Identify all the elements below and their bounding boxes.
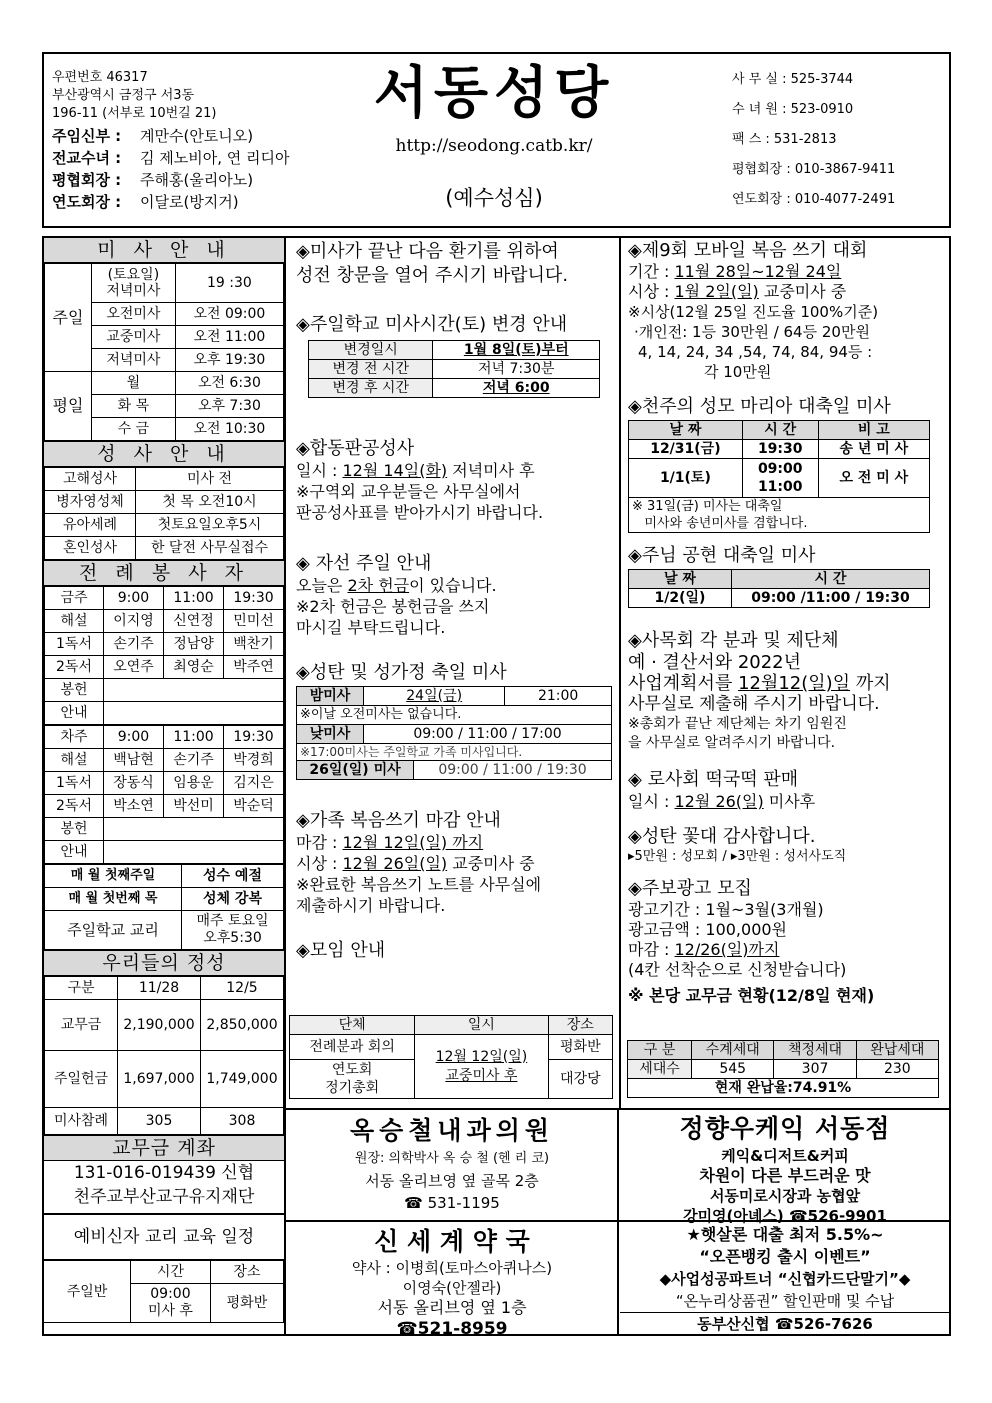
dues-head: 완납세대 [856,1041,938,1060]
office-phone: 사 무 실 : 525-3744 [732,72,854,87]
pharmacy-ad [288,1226,616,1340]
meeting-date: 12월 12일(일) 교중미사 후 [415,1035,548,1099]
ad-title: ◈주보광고 모집 [628,878,752,899]
funeral-date: 12월 14일(화) [342,461,448,480]
mary-cell: 오 전 미 사 [818,459,929,498]
bank-line-3: ◆사업성공파트너 “신협카드단말기”◆ [659,1270,911,1288]
school-mass-title: ◈주일학교 미사시간(토) 변경 안내 [296,314,568,335]
ads-divider-v [617,1108,619,1336]
pastoral-note-2: 을 사무실로 알려주시기 바랍니다. [628,735,836,751]
server-name: 9:00 [104,587,164,610]
pres-value: 주해홍(울리아노) [140,171,254,189]
cake-ad [620,1112,950,1226]
meeting-head: 단체 [290,1016,415,1035]
ad-period: 광고기간 : 1월~3월(3개월) [628,900,824,919]
cake-phone: 강미영(아녜스) ☎526-9901 [683,1207,887,1225]
cake-line-1: 케익&디저트&커피 [721,1147,849,1165]
pastoral-note-1: ※총회가 끝난 제단체는 차기 임원진 [628,716,847,732]
server-name [104,702,284,725]
catechumen-place-head: 장소 [210,1261,283,1284]
dues-cell: 세대수 [628,1060,692,1079]
pres-label: 평협회장 : [52,171,122,189]
server-role: 금주 [45,587,104,610]
dues-cell: 545 [692,1060,774,1079]
xmas-note-1: ※이날 오전미사는 없습니다. [297,706,612,725]
clinic-title: 옥승철내과의원 [349,1116,555,1145]
pastoral-title: ◈사목회 각 분과 및 제단체 [628,630,839,651]
pharmacy-phone: ☎521-8959 [396,1319,508,1339]
charity-text-end: 이 있습니다. [409,576,497,595]
gospel-note-1: ※완료한 복음쓰기 노트를 사무실에 [296,875,542,894]
mary-cell: 19:30 [742,440,818,459]
mary-head: 날 짜 [629,421,743,440]
gospel-award-date: 12월 26일(일) [342,854,448,873]
gospel-award-time: 교중미사 중 [447,854,535,873]
mary-cell: 12/31(금) [629,440,743,459]
server-name: 신연정 [164,610,224,633]
server-name: 박주연 [224,656,284,679]
server-role: 해설 [45,749,104,772]
account-title: 교무금 계좌 [44,1135,284,1161]
dues-title: ※ 본당 교무금 현황(12/8일 현재) [628,986,875,1005]
mass-time: 19 :30 [175,264,283,303]
mass-name: 수 금 [92,418,176,441]
server-name: 박순덕 [224,795,284,818]
epiphany-title: ◈주님 공현 대축일 미사 [628,545,816,566]
pharmacy-line-3: 서동 올리브영 옆 1층 [377,1298,527,1317]
dues-table [627,1040,939,1098]
ad-deadline: 12/26(일)까지 [674,940,780,959]
funeral-note-1: ※구역외 교우분들은 사무실에서 [296,482,521,501]
meeting-group: 전례분과 회의 [290,1035,415,1060]
rosary-label: 일시 : [628,792,675,811]
server-role: 차주 [45,726,104,749]
gospel-deadline: 12월 12일(일) 까지 [342,833,484,852]
gospel-deadline-label: 마감 : [296,833,343,852]
monthly-1-label: 매 월 첫째주일 [45,865,182,888]
offering-head: 구분 [45,977,118,1000]
subtitle: (예수성심) [445,186,543,210]
weekday-label: 평일 [45,372,92,441]
server-role: 1독서 [45,772,104,795]
mobile-note-1: ※시상(12월 25일 진도율 100%기준) [628,303,879,321]
flower-donors: ▸5만원 : 성모회 / ▸3만원 : 성서사도직 [628,849,847,864]
server-role: 봉헌 [45,679,104,702]
mary-cell: 09:00 11:00 [742,459,818,498]
school-value: 매주 토요일 오후5:30 [182,911,284,950]
gospel-note-2: 제출하시기 바랍니다. [296,896,446,915]
xmas-night-label: 밤미사 [297,687,364,706]
dues-cell: 307 [774,1060,856,1079]
pharmacy-line-2: 이영숙(안젤라) [402,1279,502,1297]
mass-section [44,238,284,1323]
mass-name: 교중미사 [92,326,176,349]
nuns-phone: 수 녀 원 : 523-0910 [732,102,854,117]
bank-line-2: “오픈뱅킹 출시 이벤트” [699,1247,871,1266]
offering-cell: 2,850,000 [201,1000,284,1051]
mobile-award-label: 시상 : [628,282,675,301]
server-name: 11:00 [164,726,224,749]
meeting-place: 평화반 [548,1035,612,1060]
server-name: 박경희 [224,749,284,772]
monthly-2-value: 성체 강복 [182,888,284,911]
bank-line-1: ★햇살론 대출 최저 5.5%~ [686,1225,884,1244]
epiphany-head: 날 짜 [629,570,732,589]
mobile-period: 11월 28일~12월 24일 [674,262,842,281]
charity-highlight: 2차 헌금 [347,576,410,595]
offering-row-label: 미사참례 [45,1108,118,1135]
xmas-note-2: ※17:00미사는 주일학교 가족 미사입니다. [297,744,612,761]
pastor-label: 주임신부 : [52,127,122,145]
server-role: 안내 [45,702,104,725]
funeral-title: ◈합동판공성사 [296,438,415,459]
xmas-day-time: 09:00 / 11:00 / 17:00 [364,725,612,744]
address-2: 196-11 (서부로 10번길 21) [52,106,217,121]
pharmacy-title: 신 세 계 약 국 [374,1227,530,1256]
header-box [42,52,951,228]
school-mass-cell: 변경일시 [309,341,433,360]
server-name: 장동식 [104,772,164,795]
dues-head: 구 분 [628,1041,692,1060]
gospel-title: ◈가족 복음쓰기 마감 안내 [296,810,501,831]
mobile-note-4: 각 10만원 [704,363,772,381]
servers-title: 전 례 봉 사 자 [44,560,284,586]
mass-time: 오전 10:30 [175,418,283,441]
pastoral-line-3: 사무실로 제출해 주시기 바랍니다. [628,694,880,714]
right-section [628,240,946,1005]
mass-name: 저녁미사 [92,349,176,372]
server-name: 오연주 [104,656,164,679]
server-role: 2독서 [45,795,104,818]
clinic-ad [288,1114,616,1214]
bank-ad [620,1224,950,1335]
school-label: 주일학교 교리 [45,911,182,950]
server-name: 정남양 [164,633,224,656]
server-role: 안내 [45,841,104,864]
meeting-head: 장소 [548,1016,612,1035]
pres-phone: 평협회장 : 010-3867-9411 [732,162,896,177]
sacrament-title: 성 사 안 내 [44,441,284,467]
youth-value: 이달로(방지거) [140,193,239,211]
monthly-2-label: 매 월 첫번째 목 [45,888,182,911]
school-mass-cell: 1월 8일(토)부터 [433,341,600,360]
cake-line-3: 서동미로시장과 농협앞 [709,1187,861,1205]
catechumen-title: 예비신자 교리 교육 일정 [44,1215,284,1260]
server-name: 이지영 [104,610,164,633]
school-mass-cell: 저녁 7:30분 [433,360,600,379]
sacrament-value: 미사 전 [136,468,284,491]
offering-title: 우리들의 정성 [44,950,284,976]
dues-rate: 현재 완납율:74.91% [628,1079,939,1098]
funeral-time: 저녁미사 후 [447,461,535,480]
funeral-note-2: 판공성사표를 받아가시기 바랍니다. [296,503,544,522]
mary-cell: 송 년 미 사 [818,440,929,459]
catechumen-row: 주일반 [44,1261,131,1323]
catechumen-time-head: 시간 [131,1261,211,1284]
server-name: 백찬기 [224,633,284,656]
funeral-label: 일시 : [296,461,343,480]
server-name [104,818,284,841]
mass-time: 오전 6:30 [175,372,283,395]
cake-title: 정향우케익 서동점 [679,1114,891,1143]
pastoral-deadline: 12월12(일)일 [738,673,851,694]
server-name: 손기주 [104,633,164,656]
server-name: 11:00 [164,587,224,610]
server-name: 임용운 [164,772,224,795]
offering-cell: 1,697,000 [118,1051,201,1108]
server-name: 박선미 [164,795,224,818]
clinic-line-1: 원장: 의학박사 옥 승 철 (헨 리 코) [354,1151,550,1166]
xmas-day-label: 낮미사 [297,725,364,744]
account-number: 131-016-019439 신협 [73,1163,255,1183]
sacrament-name: 고해성사 [45,468,136,491]
server-name [104,841,284,864]
catechumen-time: 09:00 미사 후 [131,1284,211,1323]
xmas-night-time: 21:00 [505,687,612,706]
meeting-place: 대강당 [548,1060,612,1099]
charity-title: ◈ 자선 주일 안내 [296,553,432,574]
address-1: 부산광역시 금정구 서3동 [52,88,195,103]
offering-cell: 2,190,000 [118,1000,201,1051]
sacrament-value: 첫토요일오후5시 [136,514,284,537]
pastoral-line-2a: 사업계획서를 [628,673,739,694]
charity-note-2: 마시길 부탁드립니다. [296,618,446,637]
server-name: 19:30 [224,726,284,749]
xmas-night-date: 24일(금) [364,687,505,706]
offering-cell: 1,749,000 [201,1051,284,1108]
mass-name: 화 목 [92,395,176,418]
bank-line-4: “온누리상품권” 할인판매 및 수납 [675,1292,895,1310]
mass-name: 월 [92,372,176,395]
offering-head: 11/28 [118,977,201,1000]
meeting-head: 일시 [415,1016,548,1035]
vent-notice: ◈미사가 끝난 다음 환기를 위하여 성전 창문을 열어 주시기 바랍니다. [296,241,569,286]
mobile-award-time: 교중미사 중 [758,282,847,301]
ad-note: (4칸 선착순으로 신청받습니다) [628,960,847,979]
sacrament-value: 한 달전 사무실접수 [136,537,284,560]
sacrament-name: 병자영성체 [45,491,136,514]
mid-section [296,240,614,962]
epiphany-cell: 09:00 /11:00 / 19:30 [732,589,930,608]
charity-note-1: ※2차 헌금은 봉헌금을 쓰지 [296,597,490,616]
mass-time: 오전 11:00 [175,326,283,349]
xmas-26-label: 26일(일) 미사 [297,761,414,780]
sacrament-name: 유아세례 [45,514,136,537]
pharmacy-line-1: 약사 : 이병희(토마스아퀴나스) [351,1259,553,1277]
bank-phone: 동부산신협 ☎526-7626 [620,1312,950,1335]
mobile-award-date: 1월 2일(일) [674,282,759,301]
server-name: 박소연 [104,795,164,818]
xmas-26-time: 09:00 / 11:00 / 19:30 [414,761,612,780]
school-mass-cell: 변경 후 시간 [309,379,433,398]
flower-title: ◈성탄 꽃대 감사합니다. [628,826,816,847]
server-name: 손기주 [164,749,224,772]
dues-cell: 230 [856,1060,938,1079]
mass-time: 오전 09:00 [175,303,283,326]
youth-phone: 연도회장 : 010-4077-2491 [732,192,896,207]
server-role: 해설 [45,610,104,633]
server-name [104,679,284,702]
nun-value: 김 제노비아, 연 리디아 [140,149,290,167]
rosary-title: ◈ 로사회 떡국떡 판매 [628,769,799,790]
cake-line-2: 차원이 다른 부드러운 맛 [699,1166,871,1185]
mary-head: 비 고 [818,421,929,440]
server-name: 백남현 [104,749,164,772]
server-name: 9:00 [104,726,164,749]
mobile-title: ◈제9회 모바일 복음 쓰기 대회 [628,240,868,261]
meeting-title: ◈모임 안내 [296,940,386,961]
page-title: 서동성당 [373,61,615,126]
server-name: 김지은 [224,772,284,795]
catechumen-place: 평화반 [210,1284,283,1323]
sunday-label: 주일 [45,264,92,372]
mass-time: 오후 7:30 [175,395,283,418]
offering-row-label: 주일헌금 [45,1051,118,1108]
postal: 우편번호 46317 [52,70,148,85]
mass-time: 오후 19:30 [175,349,283,372]
pastor-value: 계만수(안토니오) [140,127,254,145]
server-role: 2독서 [45,656,104,679]
pastoral-line-2c: 까지 [850,673,891,694]
gospel-award-label: 시상 : [296,854,343,873]
mary-cell: 1/1(토) [629,459,743,498]
sacrament-name: 혼인성사 [45,537,136,560]
fax: 팩 스 : 531-2813 [732,132,837,147]
server-name: 최영순 [164,656,224,679]
clinic-line-2: 서동 올리브영 옆 골목 2층 [365,1172,539,1190]
dues-head: 책정세대 [774,1041,856,1060]
meeting-table [289,1015,613,1099]
mass-name: 오전미사 [92,303,176,326]
mary-title: ◈천주의 성모 마리아 대축일 미사 [628,396,891,417]
offering-cell: 305 [118,1108,201,1135]
pastoral-line-1: 예 · 결산서와 2022년 [628,652,802,673]
mass-name: (토요일) 저녁미사 [92,264,176,303]
mary-note: ※ 31일(금) 미사는 대축일 미사와 송년미사를 겸합니다. [629,498,930,533]
ad-deadline-label: 마감 : [628,940,675,959]
ad-price: 광고금액 : 100,000원 [628,920,788,939]
clinic-phone: ☎ 531-1195 [404,1194,500,1212]
youth-label: 연도회장 : [52,193,122,211]
server-name: 19:30 [224,587,284,610]
mobile-note-2: ·개인전: 1등 30만원 / 64등 20만원 [634,323,870,341]
server-role: 1독서 [45,633,104,656]
meeting-group: 연도회 정기총회 [290,1060,415,1099]
monthly-1-value: 성수 예절 [182,865,284,888]
charity-text: 오늘은 [296,576,348,595]
epiphany-head: 시 간 [732,570,930,589]
mobile-period-label: 기간 : [628,262,675,281]
xmas-title: ◈성탄 및 성가정 축일 미사 [296,662,507,683]
offering-head: 12/5 [201,977,284,1000]
account-name: 천주교부산교구유지재단 [44,1185,284,1215]
school-mass-cell: 변경 전 시간 [309,360,433,379]
website-url: http://seodong.catb.kr/ [395,136,593,156]
rosary-time: 미사후 [763,792,816,811]
offering-row-label: 교무금 [45,1000,118,1051]
server-role: 봉헌 [45,818,104,841]
nun-label: 전교수녀 : [52,149,122,167]
server-name: 민미선 [224,610,284,633]
epiphany-cell: 1/2(일) [629,589,732,608]
rosary-date: 12월 26(일) [674,792,764,811]
school-mass-cell: 저녁 6:00 [433,379,600,398]
offering-cell: 308 [201,1108,284,1135]
mary-head: 시 간 [742,421,818,440]
mass-title: 미 사 안 내 [44,238,284,263]
mobile-note-3: 4, 14, 24, 34 ,54, 74, 84, 94등 : [638,343,873,361]
sacrament-value: 첫 목 오전10시 [136,491,284,514]
dues-head: 수계세대 [692,1041,774,1060]
